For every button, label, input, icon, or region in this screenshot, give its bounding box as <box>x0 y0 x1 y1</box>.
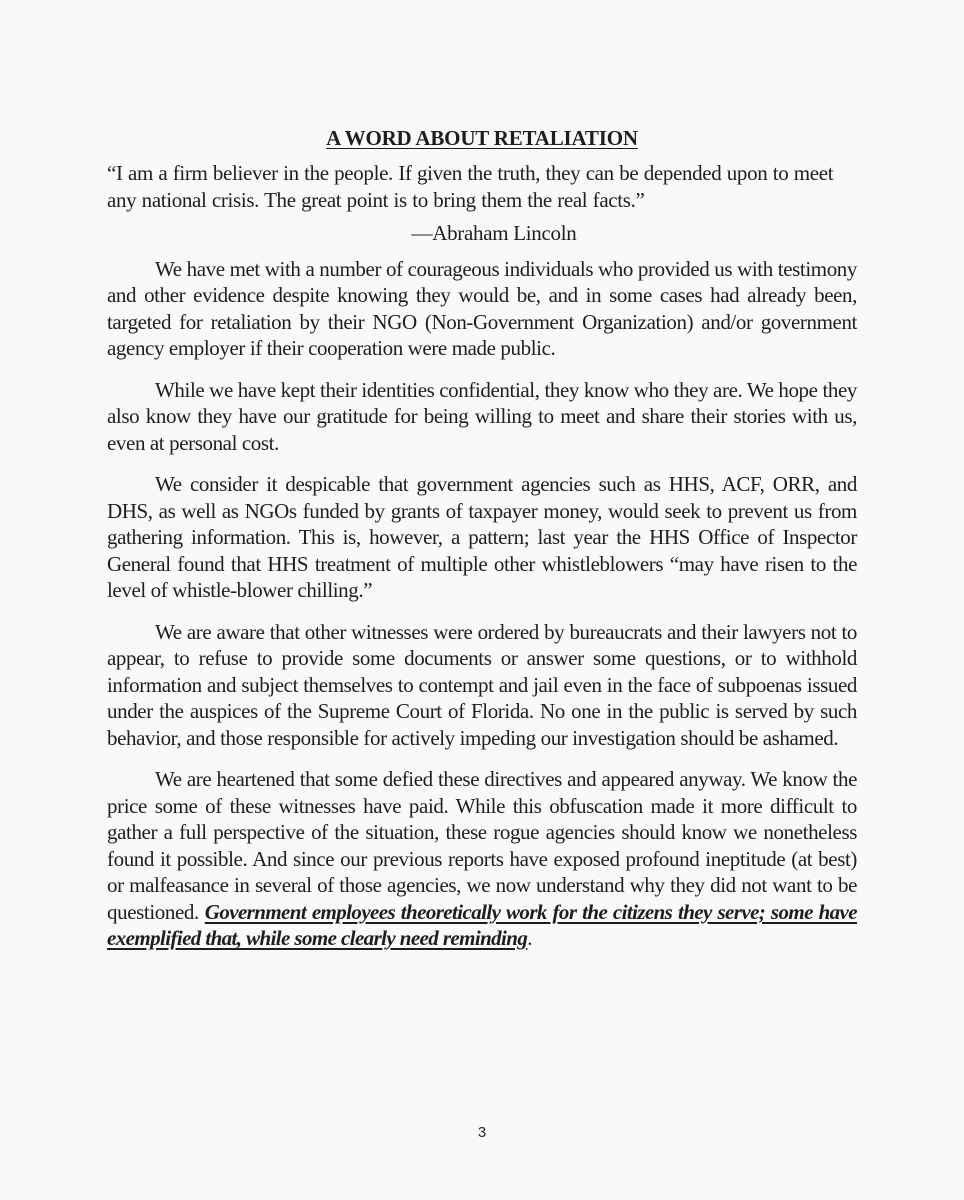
section-title: A WORD ABOUT RETALIATION <box>326 126 638 150</box>
epigraph-quote: “I am a firm believer in the people. If given the truth, they can be depended upon to meet any national crisis. The great point is to bring them the real facts.” <box>107 161 834 212</box>
paragraph-heartened-text: We are heartened that some defied these directives and appeared anyway. We know the price some of these witnesses have paid. While this obfuscation made it more difficult to gather a full perspective of the situation, these rogue agencies should know we nonetheless found it possible. And since our previous reports have exposed profound ineptitude (at best) or malfeasance in several of those agencies, we now understand why they did not want to be questioned. <box>107 767 857 924</box>
paragraph-witnesses-ordered: We are aware that other witnesses were ordered by bureaucrats and their lawyers not to appear, to refuse to provide some documents or answer some questions, or to withhold information and subject themselves to contempt and jail even in the face of subpoenas issued under the auspices of the Supreme Court of Florida. No one in the public is served by such behavior, and those responsible for actively impeding our investigation should be ashamed. <box>107 619 857 750</box>
paragraph-courageous-individuals: We have met with a number of courageous individuals who provided us with testimony and other evidence despite knowing they would be, and in some cases had already been, targeted for retaliation by their NGO (Non-Government Organization) and/or government agency employer if their cooperation were made public. <box>107 256 857 360</box>
paragraph-heartened <box>107 766 857 952</box>
paragraph-confidential-identities: While we have kept their identities confidential, they know who they are. We hope they also know they have our gratitude for being willing to meet and share their stories with us, even at personal cost. <box>107 377 857 455</box>
emphasized-conclusion: Government employees theoretically work for the citizens they serve; some have exemplified that, while some clearly need reminding <box>107 899 857 950</box>
document-page <box>107 124 857 952</box>
closing-period: . <box>527 926 533 950</box>
epigraph-attribution: —Abraham Lincoln <box>411 221 577 245</box>
paragraph-agencies-despicable: We consider it despicable that government agencies such as HHS, ACF, ORR, and DHS, as well as NGOs funded by grants of taxpayer money, would seek to prevent us from gathering information. This is, however, a pattern; last year the HHS Office of Inspector General found that HHS treatment of multiple other whistleblowers “may have risen to the level of whistle-blower chilling.” <box>107 472 857 602</box>
page-number: 3 <box>477 1124 487 1141</box>
